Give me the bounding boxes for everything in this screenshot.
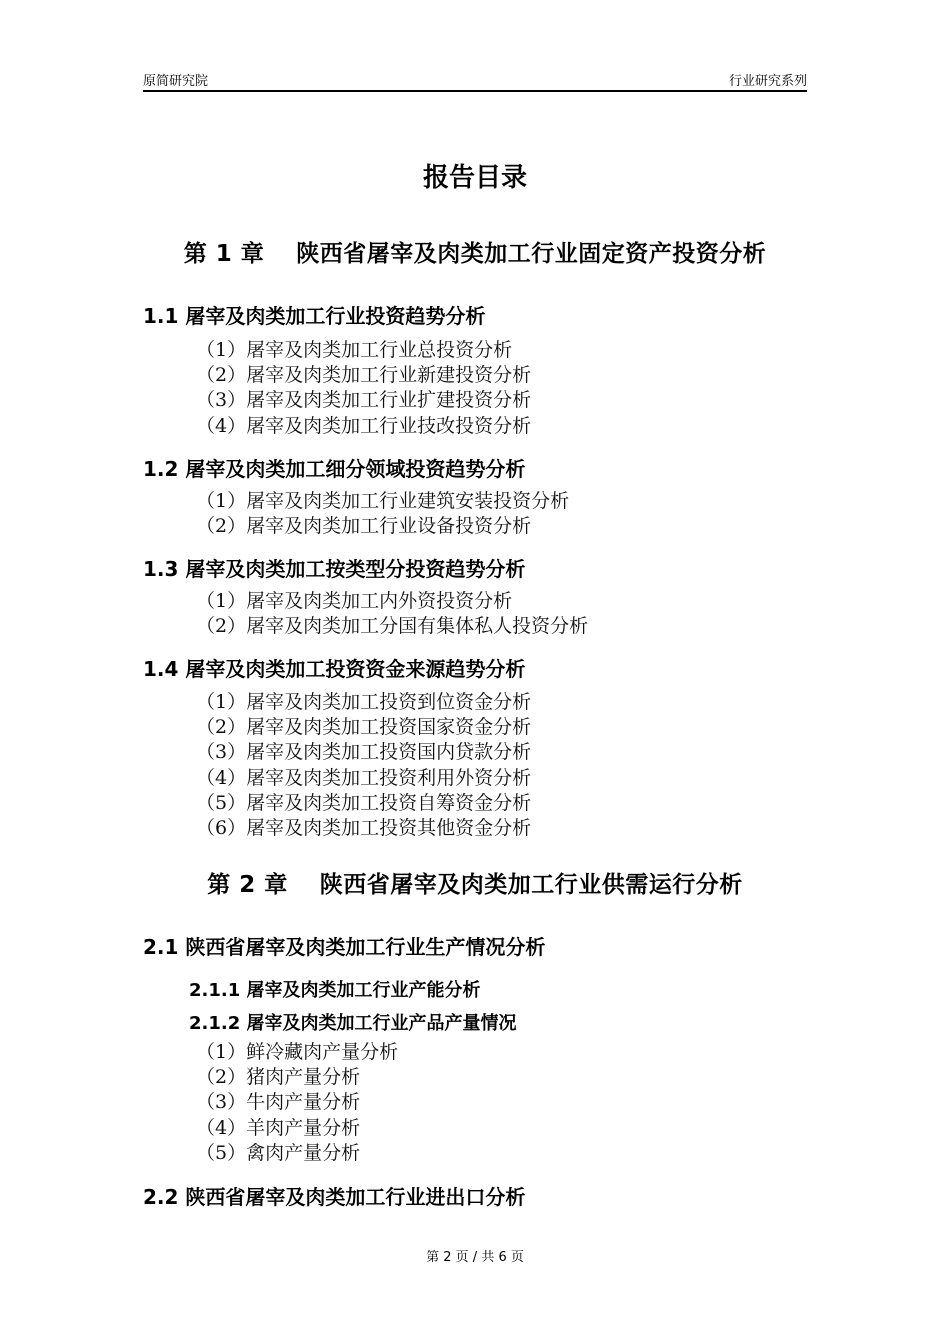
toc-item: （2）屠宰及肉类加工行业新建投资分析 xyxy=(196,364,532,387)
section-1-3-heading: 1.3 屠宰及肉类加工按类型分投资趋势分析 xyxy=(143,557,526,581)
toc-item: （4）屠宰及肉类加工投资利用外资分析 xyxy=(196,766,532,789)
section-2-2-heading: 2.2 陕西省屠宰及肉类加工行业进出口分析 xyxy=(143,1185,526,1209)
toc-item: （6）屠宰及肉类加工投资其他资金分析 xyxy=(196,817,532,840)
section-1-3-items xyxy=(196,589,588,639)
toc-item: （1）屠宰及肉类加工内外资投资分析 xyxy=(196,590,513,612)
chapter-1-heading: 第 1 章 陕西省屠宰及肉类加工行业固定资产投资分析 xyxy=(183,241,767,267)
page-number-footer: 第 2 页 / 共 6 页 xyxy=(426,1250,524,1265)
toc-item: （4）屠宰及肉类加工行业技改投资分析 xyxy=(196,414,532,437)
toc-item: （3）屠宰及肉类加工行业扩建投资分析 xyxy=(196,389,532,412)
section-2-1-heading: 2.1 陕西省屠宰及肉类加工行业生产情况分析 xyxy=(143,935,546,959)
subsection-2-1-2-heading: 2.1.2 屠宰及肉类加工行业产品产量情况 xyxy=(189,1013,517,1034)
section-1-2-heading: 1.2 屠宰及肉类加工细分领域投资趋势分析 xyxy=(143,457,526,481)
toc-item: （5）禽肉产量分析 xyxy=(196,1141,361,1164)
section-1-2-items xyxy=(196,489,569,539)
toc-item: （1）屠宰及肉类加工投资到位资金分析 xyxy=(196,691,532,713)
page-header xyxy=(143,70,807,92)
section-1-1-heading: 1.1 屠宰及肉类加工行业投资趋势分析 xyxy=(143,304,486,328)
subsection-2-1-2-items xyxy=(196,1040,398,1166)
section-1-4-heading: 1.4 屠宰及肉类加工投资资金来源趋势分析 xyxy=(143,657,526,681)
header-left: 原简研究院 xyxy=(143,74,209,89)
toc-item: （1）屠宰及肉类加工行业总投资分析 xyxy=(196,339,513,361)
toc-item: （5）屠宰及肉类加工投资自筹资金分析 xyxy=(196,791,532,814)
toc-item: （2）屠宰及肉类加工分国有集体私人投资分析 xyxy=(196,615,589,638)
section-1-1-items xyxy=(196,338,531,439)
subsection-2-1-1-heading: 2.1.1 屠宰及肉类加工行业产能分析 xyxy=(189,980,481,1001)
toc-item: （4）羊肉产量分析 xyxy=(196,1116,361,1139)
chapter-2-heading: 第 2 章 陕西省屠宰及肉类加工行业供需运行分析 xyxy=(207,872,743,898)
section-1-4-items xyxy=(196,690,531,841)
toc-item: （3）牛肉产量分析 xyxy=(196,1091,361,1114)
toc-item: （3）屠宰及肉类加工投资国内贷款分析 xyxy=(196,741,532,764)
toc-item: （1）屠宰及肉类加工行业建筑安装投资分析 xyxy=(196,490,570,512)
page-title: 报告目录 xyxy=(422,163,527,193)
toc-item: （2）屠宰及肉类加工行业设备投资分析 xyxy=(196,515,532,538)
toc-item: （2）屠宰及肉类加工投资国家资金分析 xyxy=(196,716,532,739)
toc-item: （1）鲜冷藏肉产量分析 xyxy=(196,1041,399,1063)
toc-item: （2）猪肉产量分析 xyxy=(196,1066,361,1089)
header-right: 行业研究系列 xyxy=(728,74,807,89)
